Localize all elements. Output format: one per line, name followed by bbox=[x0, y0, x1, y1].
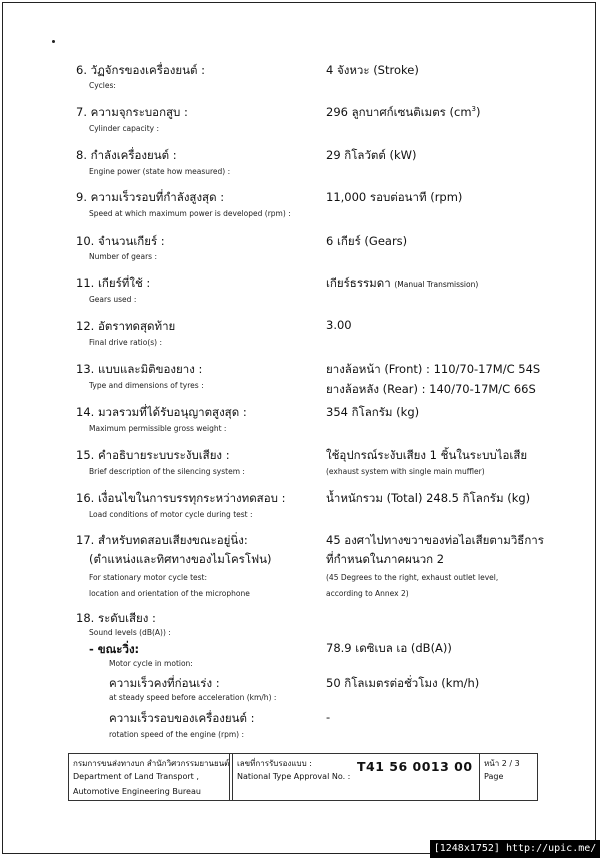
item-9-value: 11,000 รอบต่อนาที (rpm) bbox=[326, 190, 463, 204]
sound-rpm-label: ความเร็วรอบของเครื่องยนต์ : bbox=[109, 711, 255, 725]
footer-page bbox=[479, 753, 538, 801]
item-7-value-sup: 3 bbox=[471, 105, 476, 114]
item-13-title: 13. แบบและมิติของยาง : bbox=[76, 362, 203, 376]
item-9-title: 9. ความเร็วรอบที่กำลังสูงสุด : bbox=[76, 190, 225, 204]
item-16-value: น้ำหนักรวม (Total) 248.5 กิโลกรัม (kg) bbox=[326, 491, 531, 505]
footer-dept-en1: Department of Land Transport , bbox=[73, 772, 199, 781]
item-10-value: 6 เกียร์ (Gears) bbox=[326, 234, 408, 248]
item-17-title: 17. สำหรับทดสอบเสียงขณะอยู่นิ่ง: bbox=[76, 533, 248, 547]
item-7-value bbox=[326, 104, 481, 122]
item-15-value-en: (exhaust system with single main muffler) bbox=[326, 467, 485, 476]
footer-dept-en2: Automotive Engineering Bureau bbox=[73, 787, 201, 796]
sound-moving-label: - ขณะวิ่ง: bbox=[89, 642, 140, 656]
item-17-subtitle-2: location and orientation of the microphone bbox=[89, 589, 250, 598]
footer-approval bbox=[232, 753, 479, 801]
item-16-subtitle: Load conditions of motor cycle during test : bbox=[89, 510, 253, 519]
item-11-title: 11. เกียร์ที่ใช้ : bbox=[76, 276, 151, 290]
item-13-value-front: ยางล้อหน้า (Front) : 110/70-17M/C 54S bbox=[326, 362, 541, 376]
sound-rpm-sub: rotation speed of the engine (rpm) : bbox=[109, 730, 245, 739]
item-18-subtitle: Sound levels (dB(A)) : bbox=[89, 628, 171, 637]
item-10-title: 10. จำนวนเกียร์ : bbox=[76, 234, 165, 248]
item-8-value: 29 กิโลวัตต์ (kW) bbox=[326, 148, 417, 162]
item-6-title: 6. วัฏจักรของเครื่องยนต์ : bbox=[76, 63, 205, 77]
item-17-value-en: (45 Degrees to the right, exhaust outlet level, bbox=[326, 573, 499, 582]
item-17-value-en-2: according to Annex 2) bbox=[326, 589, 409, 598]
item-13-value-rear: ยางล้อหลัง (Rear) : 140/70-17M/C 66S bbox=[326, 382, 536, 396]
item-12-title: 12. อัตราทดสุดท้าย bbox=[76, 319, 176, 333]
item-16-title: 16. เงื่อนไขในการบรรทุกระหว่างทดสอบ : bbox=[76, 491, 286, 505]
scan-dot bbox=[52, 40, 55, 43]
footer-department bbox=[68, 753, 232, 801]
sound-speed-label: ความเร็วคงที่ก่อนเร่ง : bbox=[109, 676, 220, 690]
footer-approval-number: T41 56 0013 00 bbox=[357, 759, 473, 774]
sound-moving-value: 78.9 เดซิเบล เอ (dB(A)) bbox=[326, 641, 452, 655]
item-18-title: 18. ระดับเสียง : bbox=[76, 611, 156, 625]
item-10-subtitle: Number of gears : bbox=[89, 252, 157, 261]
item-12-value: 3.00 bbox=[326, 318, 352, 332]
watermark-label: [1248x1752] http://upic.me/ bbox=[430, 840, 600, 858]
sound-speed-sub: at steady speed before acceleration (km/h) : bbox=[109, 693, 277, 702]
item-17-subtitle: For stationary motor cycle test: bbox=[89, 573, 208, 582]
footer-dept-th: กรมการขนส่งทางบก สำนักวิศวกรรมยานยนต์ bbox=[73, 759, 230, 768]
item-8-subtitle: Engine power (state how measured) : bbox=[89, 167, 231, 176]
footer-table bbox=[68, 753, 538, 801]
item-11-subtitle: Gears used : bbox=[89, 295, 137, 304]
item-15-value: ใช้อุปกรณ์ระงับเสียง 1 ชิ้นในระบบไอเสีย bbox=[326, 448, 528, 462]
item-8-title: 8. กำลังเครื่องยนต์ : bbox=[76, 148, 177, 162]
sound-speed-value: 50 กิโลเมตรต่อชั่วโมง (km/h) bbox=[326, 676, 480, 690]
item-17-title-2: (ตำแหน่งและทิศทางของไมโครโฟน) bbox=[89, 552, 272, 566]
item-12-subtitle: Final drive ratio(s) : bbox=[89, 338, 162, 347]
footer-approval-en: National Type Approval No. : bbox=[237, 772, 351, 781]
item-11-value-main: เกียร์ธรรมดา bbox=[326, 276, 395, 290]
item-11-value-small: (Manual Transmission) bbox=[394, 280, 479, 289]
item-13-subtitle: Type and dimensions of tyres : bbox=[89, 381, 204, 390]
footer-approval-th: เลขที่การรับรองแบบ : bbox=[237, 759, 312, 768]
item-7-subtitle: Cylinder capacity : bbox=[89, 124, 160, 133]
item-9-subtitle: Speed at which maximum power is developed (rpm) : bbox=[89, 209, 291, 218]
item-7-value-main: 296 ลูกบาศก์เซนติเมตร (cm bbox=[326, 105, 472, 119]
item-15-title: 15. คำอธิบายระบบระงับเสียง : bbox=[76, 448, 230, 462]
item-11-value bbox=[326, 275, 478, 293]
item-7-title: 7. ความจุกระบอกสูบ : bbox=[76, 105, 188, 119]
item-17-value-2: ที่กำหนดในภาคผนวก 2 bbox=[326, 552, 445, 566]
item-14-value: 354 กิโลกรัม (kg) bbox=[326, 405, 420, 419]
item-14-subtitle: Maximum permissible gross weight : bbox=[89, 424, 227, 433]
item-14-title: 14. มวลรวมที่ได้รับอนุญาตสูงสุด : bbox=[76, 405, 247, 419]
footer-page-th: หน้า 2 / 3 bbox=[484, 759, 520, 768]
item-7-value-end: ) bbox=[476, 105, 481, 119]
item-6-subtitle: Cycles: bbox=[89, 81, 116, 90]
footer-page-en: Page bbox=[484, 772, 504, 781]
item-6-value: 4 จังหวะ (Stroke) bbox=[326, 63, 419, 77]
sound-rpm-value: - bbox=[326, 710, 331, 724]
sound-moving-sub: Motor cycle in motion: bbox=[109, 659, 193, 668]
item-15-subtitle: Brief description of the silencing system : bbox=[89, 467, 245, 476]
item-17-value: 45 องศาไปทางขวาของท่อไอเสียตามวิธีการ bbox=[326, 533, 544, 547]
